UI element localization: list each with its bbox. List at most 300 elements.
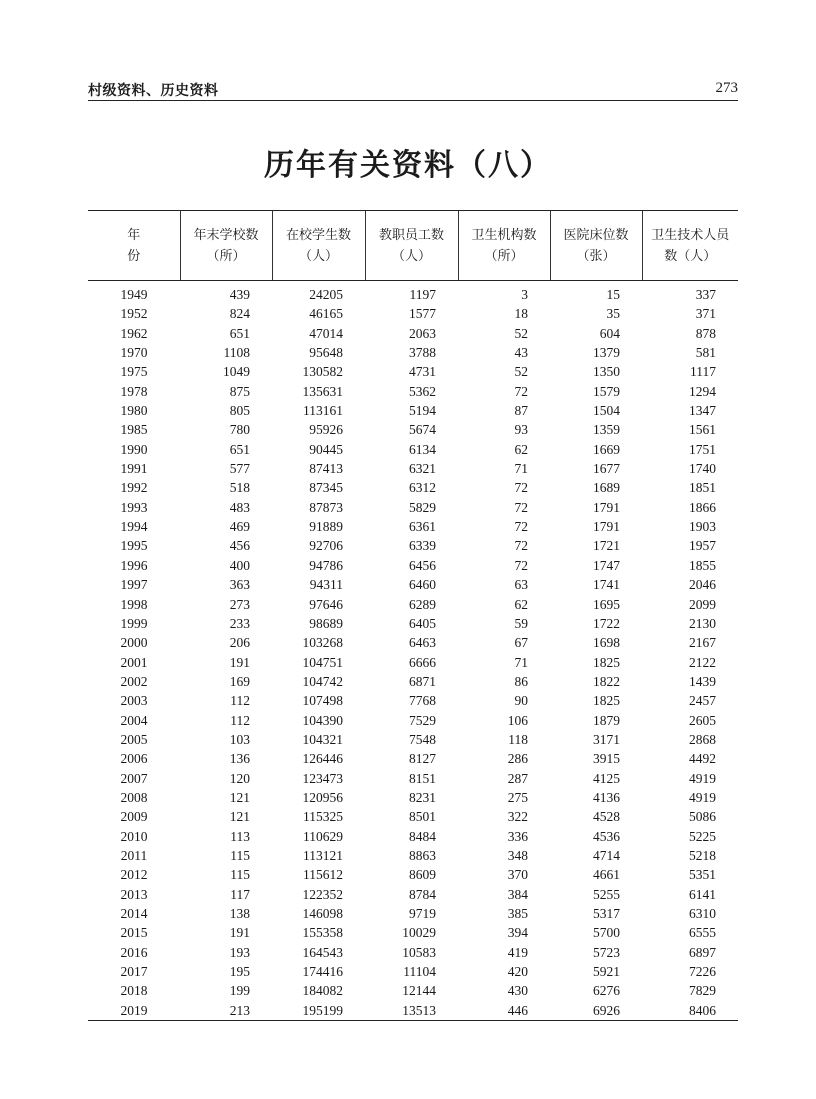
table-cell: 24205: [309, 287, 343, 302]
table-row: [88, 691, 738, 710]
table-cell: 71: [514, 461, 528, 477]
table-cell: 94786: [309, 557, 343, 573]
table-cell: 1561: [689, 422, 716, 438]
table-cell: 90445: [309, 441, 343, 457]
table-row: [88, 401, 738, 420]
table-cell: 2868: [689, 731, 716, 747]
column-header-line: 年 份: [127, 227, 182, 264]
table-cell: 91889: [309, 519, 343, 535]
table-row: [88, 923, 738, 942]
table-cell: 104742: [302, 673, 343, 689]
year-cell: 1962: [120, 325, 148, 341]
table-cell: 12144: [402, 983, 436, 999]
table-cell: 118: [508, 731, 528, 747]
table-cell: 6310: [689, 906, 716, 921]
table-cell: 6312: [409, 480, 436, 496]
table-cell: 1108: [223, 345, 250, 361]
table-cell: 115: [230, 847, 250, 863]
table-cell: 5723: [593, 944, 620, 960]
table-cell: 1741: [593, 577, 620, 593]
column-header-line: （人）: [391, 248, 431, 264]
year-cell: 1991: [120, 461, 148, 477]
table-cell: 13513: [365, 1001, 458, 1021]
year-cell: 2010: [120, 828, 148, 844]
column-header: [365, 211, 458, 281]
table-cell: 5255: [593, 886, 620, 902]
table-cell: 456: [229, 538, 250, 554]
table-cell: 6871: [409, 673, 436, 689]
table-cell: 46165: [309, 306, 343, 322]
table-cell: 94311: [309, 577, 343, 593]
year-cell: 1980: [120, 403, 148, 419]
year-cell: 2012: [120, 867, 148, 883]
table-cell: 5225: [689, 828, 716, 844]
table-cell: 97646: [309, 596, 343, 612]
table-row: [88, 595, 738, 614]
table-row: [88, 478, 738, 497]
table-cell: 287: [507, 770, 528, 786]
table-cell: 121: [229, 809, 250, 825]
table-cell: 72: [514, 538, 528, 554]
table-cell: 6134: [409, 441, 436, 457]
table-row: [88, 440, 738, 459]
table-cell: 8609: [409, 867, 436, 883]
year-cell: 2013: [120, 886, 148, 902]
year-cell: 2004: [120, 712, 148, 728]
table-cell: 1197: [409, 287, 436, 302]
table-cell: 1347: [689, 403, 716, 419]
table-cell: 104751: [302, 654, 343, 670]
table-cell: 87345: [309, 480, 343, 496]
table-cell: 273: [229, 596, 250, 612]
table-cell: 4714: [593, 847, 620, 863]
column-header-line: 卫生机构数: [471, 227, 537, 243]
column-header: [180, 211, 272, 281]
table-row: [88, 846, 738, 865]
table-cell: 878: [695, 325, 716, 341]
table-cell: 3171: [593, 731, 620, 747]
table-cell: 370: [507, 867, 528, 883]
year-cell: 2017: [120, 964, 148, 980]
table-row: [88, 981, 738, 1000]
table-cell: 6463: [409, 635, 436, 651]
table-cell: 195199: [272, 1001, 365, 1021]
table-cell: 130582: [302, 364, 343, 380]
table-cell: 1721: [593, 538, 620, 554]
table-cell: 5921: [593, 964, 620, 980]
table-cell: 1695: [593, 596, 620, 612]
table-cell: 10029: [402, 925, 436, 941]
table-cell: 52: [514, 364, 528, 380]
table-cell: 155358: [302, 925, 343, 941]
column-header-line: 卫生技术人员: [651, 227, 730, 243]
year-cell: 1985: [120, 422, 148, 438]
table-cell: 400: [229, 557, 250, 573]
year-cell: 2016: [120, 944, 148, 960]
table-row: [88, 788, 738, 807]
header-rule: [88, 100, 738, 101]
table-cell: 18: [514, 306, 528, 322]
table-cell: 115325: [303, 809, 343, 825]
table-row: [88, 362, 738, 381]
year-cell: 2011: [120, 847, 148, 863]
table-cell: 113: [230, 828, 250, 844]
table-cell: 1791: [593, 519, 620, 535]
table-cell: 1579: [593, 383, 620, 399]
table-cell: 9719: [409, 906, 436, 921]
table-cell: 348: [507, 847, 528, 863]
table-row: [88, 498, 738, 517]
table-cell: 8231: [409, 789, 436, 805]
table-row: [88, 885, 738, 904]
table-cell: 1879: [593, 712, 620, 728]
table-cell: 6555: [689, 925, 716, 941]
table-cell: 103268: [302, 635, 343, 651]
table-cell: 206: [229, 635, 250, 651]
table-row: [88, 324, 738, 343]
table-row: [88, 459, 738, 478]
table-cell: 121: [229, 789, 250, 805]
table-cell: 107498: [302, 693, 343, 709]
year-cell: 1978: [120, 383, 148, 399]
year-cell: 2000: [120, 635, 148, 651]
table-cell: 115: [230, 867, 250, 883]
table-cell: 4661: [593, 867, 620, 883]
table-cell: 193: [229, 944, 250, 960]
table-row: [88, 575, 738, 594]
table-row: [88, 807, 738, 826]
year-cell: 2005: [120, 731, 148, 747]
table-cell: 4919: [689, 770, 716, 786]
table-cell: 8501: [409, 809, 436, 825]
table-cell: 233: [229, 615, 250, 631]
table-row: [88, 1001, 738, 1021]
table-cell: 1791: [593, 499, 620, 515]
table-cell: 104321: [302, 731, 343, 747]
table-row: [88, 865, 738, 884]
table-cell: 1825: [593, 654, 620, 670]
table-cell: 322: [507, 809, 528, 825]
table-cell: 103: [229, 731, 250, 747]
year-cell: 1996: [120, 557, 148, 573]
table-cell: 135631: [302, 383, 343, 399]
table-cell: 62: [514, 596, 528, 612]
year-cell: 1952: [120, 306, 148, 322]
year-cell: 2018: [120, 983, 148, 999]
table-cell: 195: [229, 964, 250, 980]
table-cell: 824: [229, 306, 250, 322]
table-cell: 651: [229, 441, 250, 457]
table-row: [88, 281, 738, 305]
table-cell: 5362: [409, 383, 436, 399]
table-cell: 90: [514, 693, 528, 709]
table-cell: 169: [229, 673, 250, 689]
table-cell: 191: [229, 925, 250, 941]
table-cell: 286: [507, 751, 528, 767]
table-row: [88, 730, 738, 749]
year-cell: 2009: [120, 809, 148, 825]
year-cell: 2003: [120, 693, 148, 709]
table-row: [88, 904, 738, 923]
running-head: [88, 78, 738, 100]
page-number: 273: [715, 80, 738, 96]
table-cell: 6276: [593, 983, 620, 999]
table-cell: 6456: [409, 557, 436, 573]
table-cell: 8784: [409, 886, 436, 902]
table-cell: 86: [514, 673, 528, 689]
statistics-table: [88, 210, 738, 1021]
table-cell: 126446: [302, 751, 343, 767]
table-row: [88, 827, 738, 846]
table-cell: 385: [507, 906, 528, 921]
table-cell: 6289: [409, 596, 436, 612]
table-cell: 8406: [642, 1001, 738, 1021]
table-cell: 5674: [409, 422, 436, 438]
table-cell: 6897: [689, 944, 716, 960]
year-cell: 2006: [120, 751, 148, 767]
year-cell: 2008: [120, 789, 148, 805]
table-cell: 8151: [409, 770, 436, 786]
table-cell: 1957: [689, 538, 716, 554]
section-name: 村级资料、历史资料: [88, 83, 219, 99]
table-cell: 146098: [302, 906, 343, 921]
table-cell: 446: [458, 1001, 550, 1021]
table-cell: 113121: [303, 847, 343, 863]
table-cell: 1855: [689, 557, 716, 573]
table-cell: 1049: [223, 364, 250, 380]
table-cell: 72: [514, 519, 528, 535]
table-row: [88, 382, 738, 401]
table-cell: 6361: [409, 519, 436, 535]
table-cell: 4125: [593, 770, 620, 786]
year-cell: 2007: [120, 770, 148, 786]
table-cell: 112: [230, 693, 250, 709]
table-cell: 2046: [689, 577, 716, 593]
table-cell: 8127: [409, 751, 436, 767]
table-cell: 6339: [409, 538, 436, 554]
year-cell: 2015: [120, 925, 148, 941]
table-cell: 6926: [550, 1001, 642, 1021]
table-cell: 95926: [309, 422, 343, 438]
table-cell: 5086: [689, 809, 716, 825]
table-cell: 120956: [302, 789, 343, 805]
table-cell: 136: [229, 751, 250, 767]
table-row: [88, 536, 738, 555]
year-cell: 1999: [120, 615, 148, 631]
table-row: [88, 749, 738, 768]
table-cell: 469: [229, 519, 250, 535]
table-cell: 67: [514, 635, 528, 651]
table-cell: 164543: [302, 944, 343, 960]
table-cell: 72: [514, 383, 528, 399]
table-cell: 35: [606, 306, 620, 322]
table-row: [88, 304, 738, 323]
table-cell: 1740: [689, 461, 716, 477]
table-cell: 2167: [689, 635, 716, 651]
table-row: [88, 633, 738, 652]
table-cell: 93: [514, 422, 528, 438]
table-cell: 92706: [309, 538, 343, 554]
table-cell: 5351: [689, 867, 716, 883]
table-cell: 72: [514, 557, 528, 573]
table-cell: 420: [507, 964, 528, 980]
table-cell: 6141: [689, 886, 716, 902]
table-cell: 439: [229, 287, 250, 302]
column-header: [272, 211, 365, 281]
year-cell: 1997: [120, 577, 148, 593]
column-header: [458, 211, 550, 281]
table-cell: 5700: [593, 925, 620, 941]
table-cell: 1677: [593, 461, 620, 477]
table-row: [88, 962, 738, 981]
table-cell: 6666: [409, 654, 436, 670]
table-cell: 7529: [409, 712, 436, 728]
table-cell: 63: [514, 577, 528, 593]
table-cell: 104390: [302, 712, 343, 728]
year-cell: 1975: [120, 364, 148, 380]
table-cell: 3: [521, 287, 528, 302]
table-row: [88, 556, 738, 575]
column-header-line: 在校学生数: [285, 227, 351, 243]
column-header: [550, 211, 642, 281]
column-header-line: （所）: [484, 248, 524, 264]
year-cell: 1995: [120, 538, 148, 554]
table-cell: 780: [229, 422, 250, 438]
table-cell: 113161: [303, 403, 343, 419]
table-cell: 651: [229, 325, 250, 341]
table-cell: 110629: [303, 828, 343, 844]
year-cell: 2014: [120, 906, 148, 921]
table-cell: 337: [695, 287, 716, 302]
table-cell: 72: [514, 499, 528, 515]
column-header: [88, 211, 180, 281]
column-header-line: 医院床位数: [563, 227, 629, 243]
table-cell: 430: [507, 983, 528, 999]
table-cell: 2605: [689, 712, 716, 728]
table-cell: 6460: [409, 577, 436, 593]
table-cell: 2099: [689, 596, 716, 612]
table-cell: 117: [230, 886, 250, 902]
table-cell: 1825: [593, 693, 620, 709]
table-cell: 138: [229, 906, 250, 921]
table-cell: 483: [229, 499, 250, 515]
table-cell: 5829: [409, 499, 436, 515]
table-cell: 371: [695, 306, 716, 322]
table-cell: 59: [514, 615, 528, 631]
table-cell: 2063: [409, 325, 436, 341]
table-cell: 106: [507, 712, 528, 728]
table-cell: 1851: [689, 480, 716, 496]
column-header-line: （张）: [576, 248, 616, 264]
table-body: [88, 281, 738, 1021]
table-cell: 123473: [302, 770, 343, 786]
table-cell: 120: [229, 770, 250, 786]
table-cell: 1504: [593, 403, 620, 419]
column-header-line: （所）: [206, 248, 246, 264]
table-cell: 2457: [689, 693, 716, 709]
table-cell: 805: [229, 403, 250, 419]
table-cell: 3915: [593, 751, 620, 767]
table-cell: 1698: [593, 635, 620, 651]
table-cell: 87873: [309, 499, 343, 515]
year-cell: 2019: [88, 1001, 180, 1021]
table-cell: 87: [514, 403, 528, 419]
table-cell: 52: [514, 325, 528, 341]
table-cell: 3788: [409, 345, 436, 361]
table-cell: 87413: [309, 461, 343, 477]
table-cell: 4536: [593, 828, 620, 844]
table-cell: 2122: [689, 654, 716, 670]
table-row: [88, 711, 738, 730]
table-cell: 1903: [689, 519, 716, 535]
table-cell: 4919: [689, 789, 716, 805]
table-cell: 5218: [689, 847, 716, 863]
table-cell: 275: [507, 789, 528, 805]
table-cell: 8863: [409, 847, 436, 863]
column-header-line: 年末学校数: [193, 227, 259, 243]
year-cell: 1998: [120, 596, 148, 612]
table-cell: 1379: [593, 345, 620, 361]
table-cell: 47014: [309, 325, 343, 341]
table-cell: 95648: [309, 345, 343, 361]
year-cell: 1992: [120, 480, 148, 496]
column-header-line: 教职员工数: [378, 227, 444, 243]
table-cell: 1117: [690, 364, 716, 380]
table-cell: 115612: [303, 867, 343, 883]
table-cell: 4731: [409, 364, 436, 380]
year-cell: 2001: [120, 654, 148, 670]
table-row: [88, 343, 738, 362]
table-cell: 5194: [409, 403, 436, 419]
table-cell: 213: [180, 1001, 272, 1021]
table-cell: 384: [507, 886, 528, 902]
page-title: 历年有关资料（八）: [264, 148, 552, 183]
table-cell: 518: [229, 480, 250, 496]
table-cell: 2130: [689, 615, 716, 631]
table-cell: 62: [514, 441, 528, 457]
year-cell: 1949: [120, 287, 148, 302]
table-cell: 577: [229, 461, 250, 477]
table-header-row: [88, 211, 738, 281]
table-row: [88, 943, 738, 962]
table-cell: 6405: [409, 615, 436, 631]
table-cell: 419: [507, 944, 528, 960]
table-cell: 875: [229, 383, 250, 399]
table-cell: 336: [507, 828, 528, 844]
table-cell: 112: [230, 712, 250, 728]
column-header-line: 数（人）: [664, 248, 717, 264]
table-cell: 1294: [689, 383, 716, 399]
table-cell: 71: [514, 654, 528, 670]
table-cell: 4528: [593, 809, 620, 825]
table-cell: 1747: [593, 557, 620, 573]
year-cell: 1970: [120, 345, 148, 361]
table-cell: 1350: [593, 364, 620, 380]
table-cell: 174416: [302, 964, 343, 980]
table-cell: 11104: [403, 964, 436, 980]
table-cell: 7768: [409, 693, 436, 709]
table-cell: 1439: [689, 673, 716, 689]
table-cell: 122352: [302, 886, 343, 902]
table-cell: 1359: [593, 422, 620, 438]
table-row: [88, 614, 738, 633]
column-header: [642, 211, 738, 281]
table-cell: 1822: [593, 673, 620, 689]
table-row: [88, 517, 738, 536]
year-cell: 1993: [120, 499, 148, 515]
table-row: [88, 420, 738, 439]
table-cell: 1669: [593, 441, 620, 457]
